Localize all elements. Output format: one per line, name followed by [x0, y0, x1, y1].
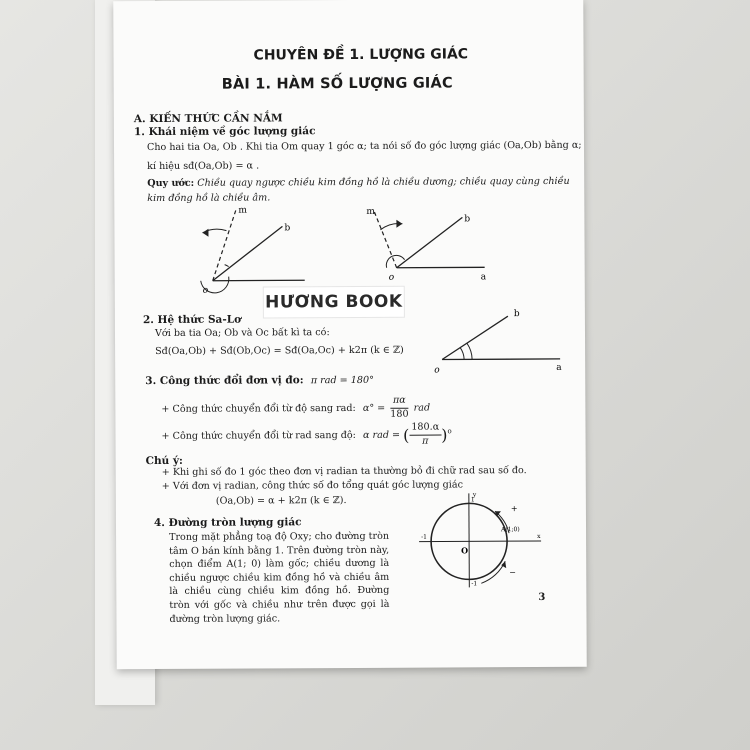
- unit-circle-figure: [409, 491, 550, 592]
- watermark-label: HƯƠNG BOOK: [263, 286, 405, 319]
- fig2-label-o: o: [388, 272, 395, 283]
- s1-line2: kí hiệu sđ(Oa,Ob) = α .: [147, 160, 260, 173]
- s2-line1: Với ba tia Oa; Ob và Oc bất kì ta có:: [154, 327, 330, 340]
- s3-item2-den: π: [422, 435, 429, 447]
- s3-item1-den: 180: [390, 408, 409, 420]
- s1-line1: Cho hai tia Oa, Ob . Khi tia Om quay 1 góc α; ta nói số đo góc lượng giác (Oa,Ob) bằng α;: [146, 139, 582, 154]
- s3-item2-text: + Công thức chuyển đổi từ rad sang độ:: [161, 429, 356, 442]
- salo-figure: [420, 304, 580, 380]
- fig3-label-b: b: [513, 309, 520, 320]
- s3-item2-fraction: [409, 422, 441, 449]
- s3-heading-formula: π rad = 180°: [310, 374, 374, 387]
- circle-label-a: A(1;0): [501, 526, 520, 534]
- circle-label-o: O: [461, 545, 469, 556]
- s4-paragraph: Trong mặt phẳng toạ độ Oxy; cho đường tròn tâm O bán kính bằng 1. Trên đường tròn này, chọn điểm A(1; 0) làm gốc; chiều dương là chiều ngược chiều kim đồng hồ và chiều âm là chiều cùng chiều kim đồng hồ. Đường tròn với gốc và chiều như trên được gọi là đường tròn lượng giác.: [169, 530, 390, 625]
- fig3-label-o: o: [434, 365, 440, 376]
- circle-label-left: -1: [421, 533, 427, 541]
- circle-label-bottom: -1: [471, 580, 478, 588]
- s4-heading: 4. Đường tròn lượng giác: [153, 516, 302, 530]
- s3-item1-unit: rad: [413, 402, 431, 414]
- s1-rule-line2: kim đồng hồ là chiều âm.: [147, 192, 271, 205]
- s1-heading: 1. Khái niệm về góc lượng giác: [133, 125, 316, 139]
- note-item1: + Khi ghi số đo 1 góc theo đơn vị radian ta thường bỏ đi chữ rad sau số đo.: [161, 465, 527, 478]
- s3-item1: [161, 395, 430, 423]
- circle-label-top: 1: [470, 496, 475, 504]
- note-heading: Chú ý:: [145, 454, 183, 468]
- s2-heading: 2. Hệ thức Sa-Lơ: [142, 313, 242, 327]
- circle-label-minus: −: [509, 568, 516, 578]
- rule-label: Quy ước:: [147, 177, 195, 190]
- s3-item1-lhs: α° =: [362, 402, 386, 414]
- section-a-heading: A. KIẾN THỨC CẦN NẮM: [133, 112, 283, 126]
- page-number: 3: [538, 591, 546, 604]
- s3-item1-text: + Công thức chuyển đổi từ độ sang rad:: [161, 402, 356, 415]
- topic-title: CHUYÊN ĐỀ 1. LƯỢNG GIÁC: [253, 46, 469, 64]
- fig2-label-b: b: [464, 214, 471, 225]
- fig3-label-a: a: [556, 362, 562, 373]
- book-page: [113, 0, 586, 669]
- lesson-title: BÀI 1. HÀM SỐ LƯỢNG GIÁC: [221, 75, 453, 93]
- fig1-label-m: m: [238, 205, 247, 216]
- circle-label-x: x: [537, 533, 541, 541]
- rule-text1: Chiều quay ngược chiều kim đồng hồ là chiều dương; chiều quay cùng chiều: [197, 175, 570, 189]
- note-item2: + Với đơn vị radian, công thức số đo tổng quát góc lượng giác: [161, 479, 463, 492]
- s3-item2: [161, 421, 451, 449]
- s3-heading-line: [145, 373, 374, 389]
- fig1-label-b: b: [284, 223, 291, 234]
- s3-heading: 3. Công thức đổi đơn vị đo:: [145, 374, 304, 388]
- note-formula: (Oa,Ob) = α + k2π (k ∈ ℤ).: [215, 495, 347, 507]
- fig2-label-m: m: [366, 206, 375, 217]
- s3-item2-num: 180.α: [409, 422, 441, 436]
- circle-label-plus: +: [510, 504, 518, 514]
- degree-symbol: o: [447, 427, 452, 436]
- s2-formula: Sđ(Oa,Ob) + Sđ(Ob,Oc) = Sđ(Oa,Oc) + k2π (k ∈ ℤ): [155, 344, 404, 358]
- s1-rule-line1: [147, 176, 569, 191]
- s3-item1-num: πα: [390, 395, 408, 409]
- angle-figure-right: [354, 199, 514, 290]
- fig1-label-o: o: [202, 285, 209, 296]
- circle-label-y: y: [472, 491, 477, 499]
- open-paren: (: [403, 425, 410, 445]
- close-paren: ): [441, 425, 448, 445]
- fig2-label-a: a: [480, 272, 487, 283]
- s3-item1-fraction: [390, 395, 408, 422]
- s3-item2-lhs: α rad =: [362, 429, 401, 441]
